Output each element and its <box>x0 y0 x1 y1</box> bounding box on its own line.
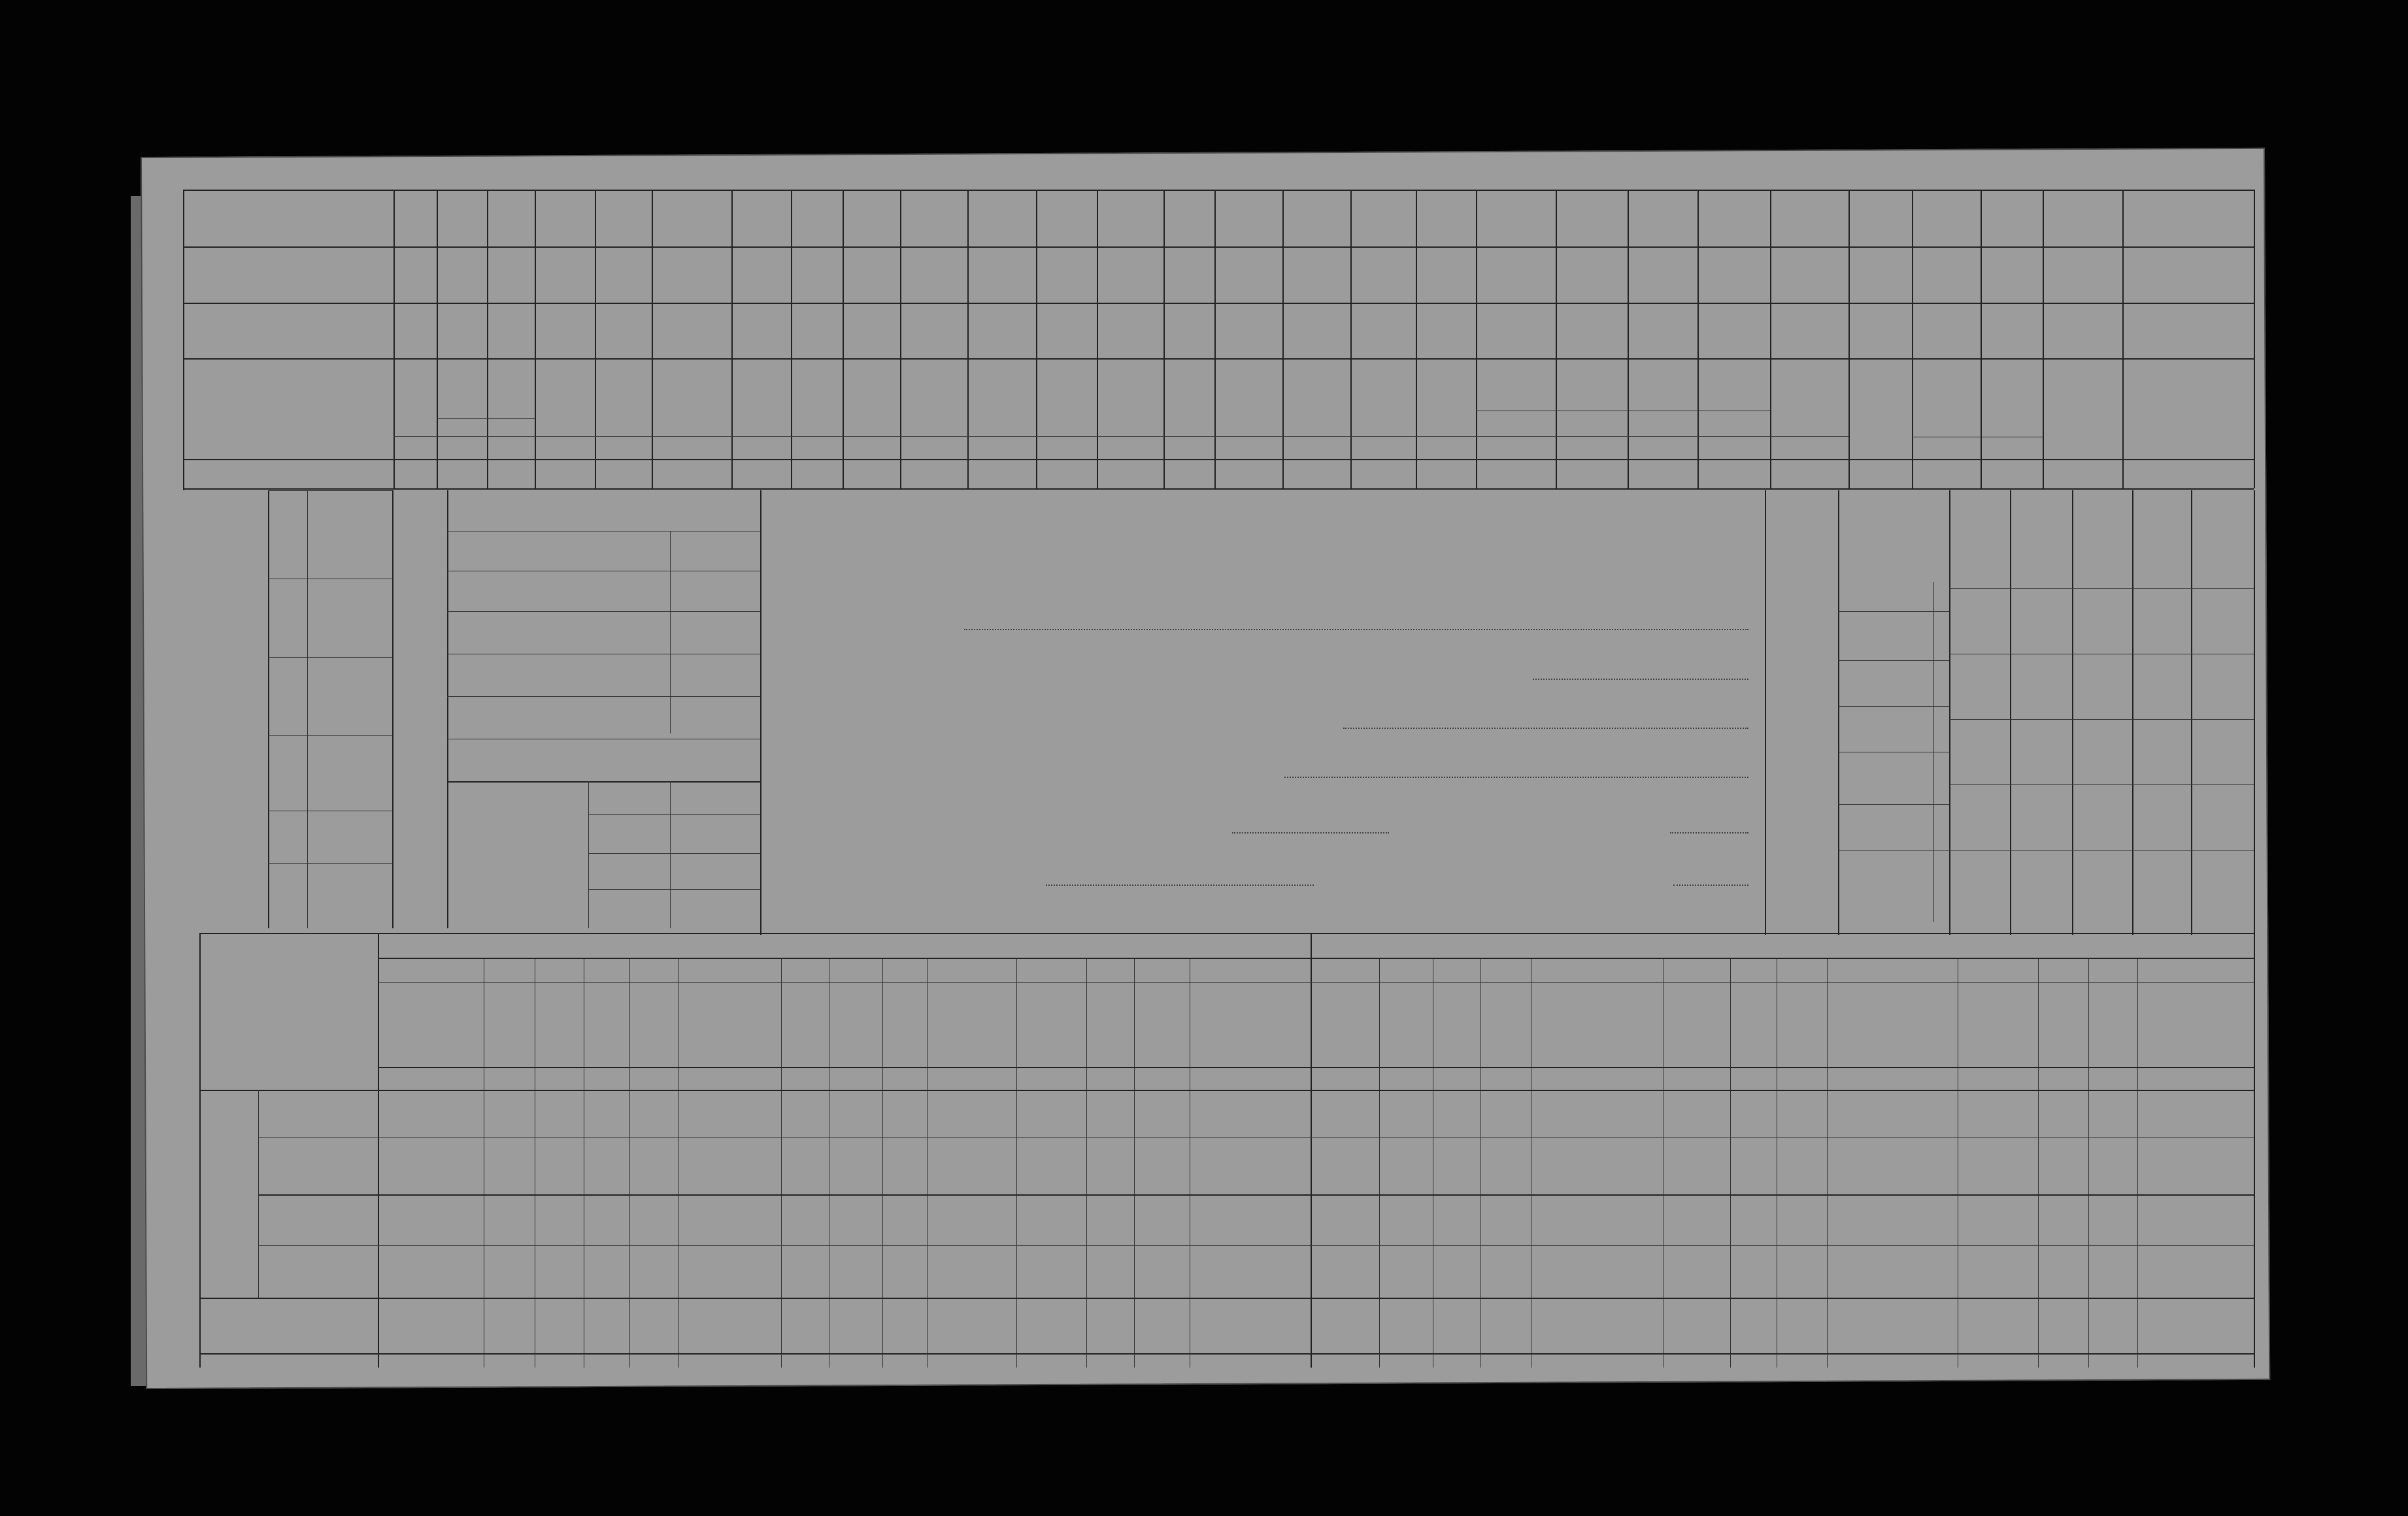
population-row <box>1838 706 1949 707</box>
column-divider <box>393 190 395 488</box>
column-divider <box>1214 190 1216 488</box>
column-divider <box>595 190 596 488</box>
column-divider <box>378 958 379 1368</box>
dotted-fill-line <box>1046 883 1314 886</box>
private-block-border <box>760 490 761 935</box>
column-divider <box>437 190 438 488</box>
dotted-fill-line <box>1284 775 1748 778</box>
arenda-sdacha-divider <box>1311 933 1312 1368</box>
left-block-row <box>268 657 392 658</box>
column-divider <box>678 958 679 1368</box>
column-divider <box>1416 190 1417 488</box>
column-divider <box>2072 490 2073 935</box>
column-divider <box>1848 190 1850 488</box>
trade-border <box>447 490 448 928</box>
bottom-subheader-rule <box>378 982 2254 983</box>
column-divider <box>2254 490 2255 935</box>
left-block-row <box>268 490 392 491</box>
column-divider <box>1350 190 1352 488</box>
trade-column-divider <box>670 781 671 928</box>
trade-rule <box>588 814 760 815</box>
population-border <box>1765 490 1766 935</box>
column-divider <box>967 190 969 488</box>
column-divider <box>1770 190 1771 488</box>
dotted-fill-line <box>964 628 1748 630</box>
row-divider <box>183 303 2254 304</box>
column-divider <box>2043 190 2044 488</box>
form-section-divider <box>183 488 2254 490</box>
column-divider <box>2038 958 2039 1368</box>
column-divider <box>1134 958 1135 1368</box>
column-divider <box>1730 958 1731 1368</box>
data-row-line <box>258 1245 2254 1246</box>
column-divider <box>2254 958 2255 1368</box>
dotted-fill-line <box>1533 677 1748 680</box>
grid-row <box>1949 588 2254 589</box>
column-divider <box>1981 190 1982 488</box>
column-divider <box>1163 190 1165 488</box>
column-divider <box>1697 190 1699 488</box>
column-divider <box>1827 958 1828 1368</box>
data-row-line <box>258 1194 2254 1196</box>
column-divider <box>927 958 928 1368</box>
row-divider <box>183 358 2254 360</box>
column-divider <box>487 190 488 488</box>
banner-rule <box>393 436 1848 437</box>
population-row <box>1838 660 1949 661</box>
trade-column-divider <box>588 781 589 928</box>
dotted-fill-line <box>1343 726 1748 729</box>
left-block-row <box>268 735 392 736</box>
bottom-table-bottom <box>199 1353 2254 1355</box>
column-divider <box>1912 190 1913 488</box>
bottom-table-top <box>199 933 2254 934</box>
column-divider <box>2132 490 2133 935</box>
grid-row <box>1949 719 2254 720</box>
trade-row <box>447 696 761 697</box>
population-row <box>1838 611 1949 612</box>
row-divider <box>183 459 2254 460</box>
column-divider <box>1086 958 1087 1368</box>
population-row <box>1838 804 1949 805</box>
top-table-top-border <box>183 190 2254 191</box>
column-divider <box>1036 190 1037 488</box>
column-divider <box>1480 958 1481 1368</box>
column-divider <box>1097 190 1098 488</box>
data-row-line <box>199 1298 2254 1299</box>
column-divider <box>1379 958 1380 1368</box>
column-divider <box>2191 490 2192 935</box>
population-border <box>1838 490 1839 935</box>
column-divider <box>652 190 653 488</box>
bottom-header-rule <box>378 958 2254 959</box>
column-divider <box>1628 190 1629 488</box>
left-block-row <box>268 863 392 864</box>
column-divider <box>1016 958 1017 1368</box>
dotted-fill-line <box>1673 883 1748 886</box>
column-divider <box>791 190 792 488</box>
trade-row <box>588 853 760 854</box>
row-group-divider <box>258 1090 259 1298</box>
column-divider <box>2254 190 2255 488</box>
grid-row <box>1949 850 2254 851</box>
grid-row <box>1949 784 2254 785</box>
column-divider <box>882 958 883 1368</box>
data-row-line <box>258 1137 2254 1138</box>
trade-row <box>447 611 761 612</box>
column-divider <box>2122 190 2124 488</box>
column-divider <box>781 958 782 1368</box>
data-row-line <box>199 1090 378 1091</box>
column-divider <box>2137 958 2138 1368</box>
bottom-table-left <box>199 933 201 1368</box>
column-divider <box>1556 190 1557 488</box>
row-divider <box>183 246 2254 248</box>
column-divider <box>2088 958 2089 1368</box>
trade-rule <box>447 781 761 783</box>
left-block-border <box>392 490 393 928</box>
table-left-border <box>183 190 184 490</box>
column-divider <box>1476 190 1477 488</box>
column-divider <box>900 190 901 488</box>
bottom-colname-rule <box>378 1067 2254 1068</box>
dotted-fill-line <box>1232 831 1389 834</box>
trade-column-divider <box>670 531 671 733</box>
column-divider <box>535 190 536 488</box>
dotted-fill-line <box>1670 831 1748 834</box>
column-divider <box>1282 190 1284 488</box>
column-divider <box>843 190 844 488</box>
trade-row <box>588 889 760 890</box>
column-divider <box>731 190 733 488</box>
subheader-rule <box>437 418 535 419</box>
column-divider <box>2010 490 2011 935</box>
population-row <box>1838 850 1949 851</box>
column-divider <box>629 958 630 1368</box>
data-row-line <box>258 1090 2254 1091</box>
column-divider <box>1949 490 1950 935</box>
